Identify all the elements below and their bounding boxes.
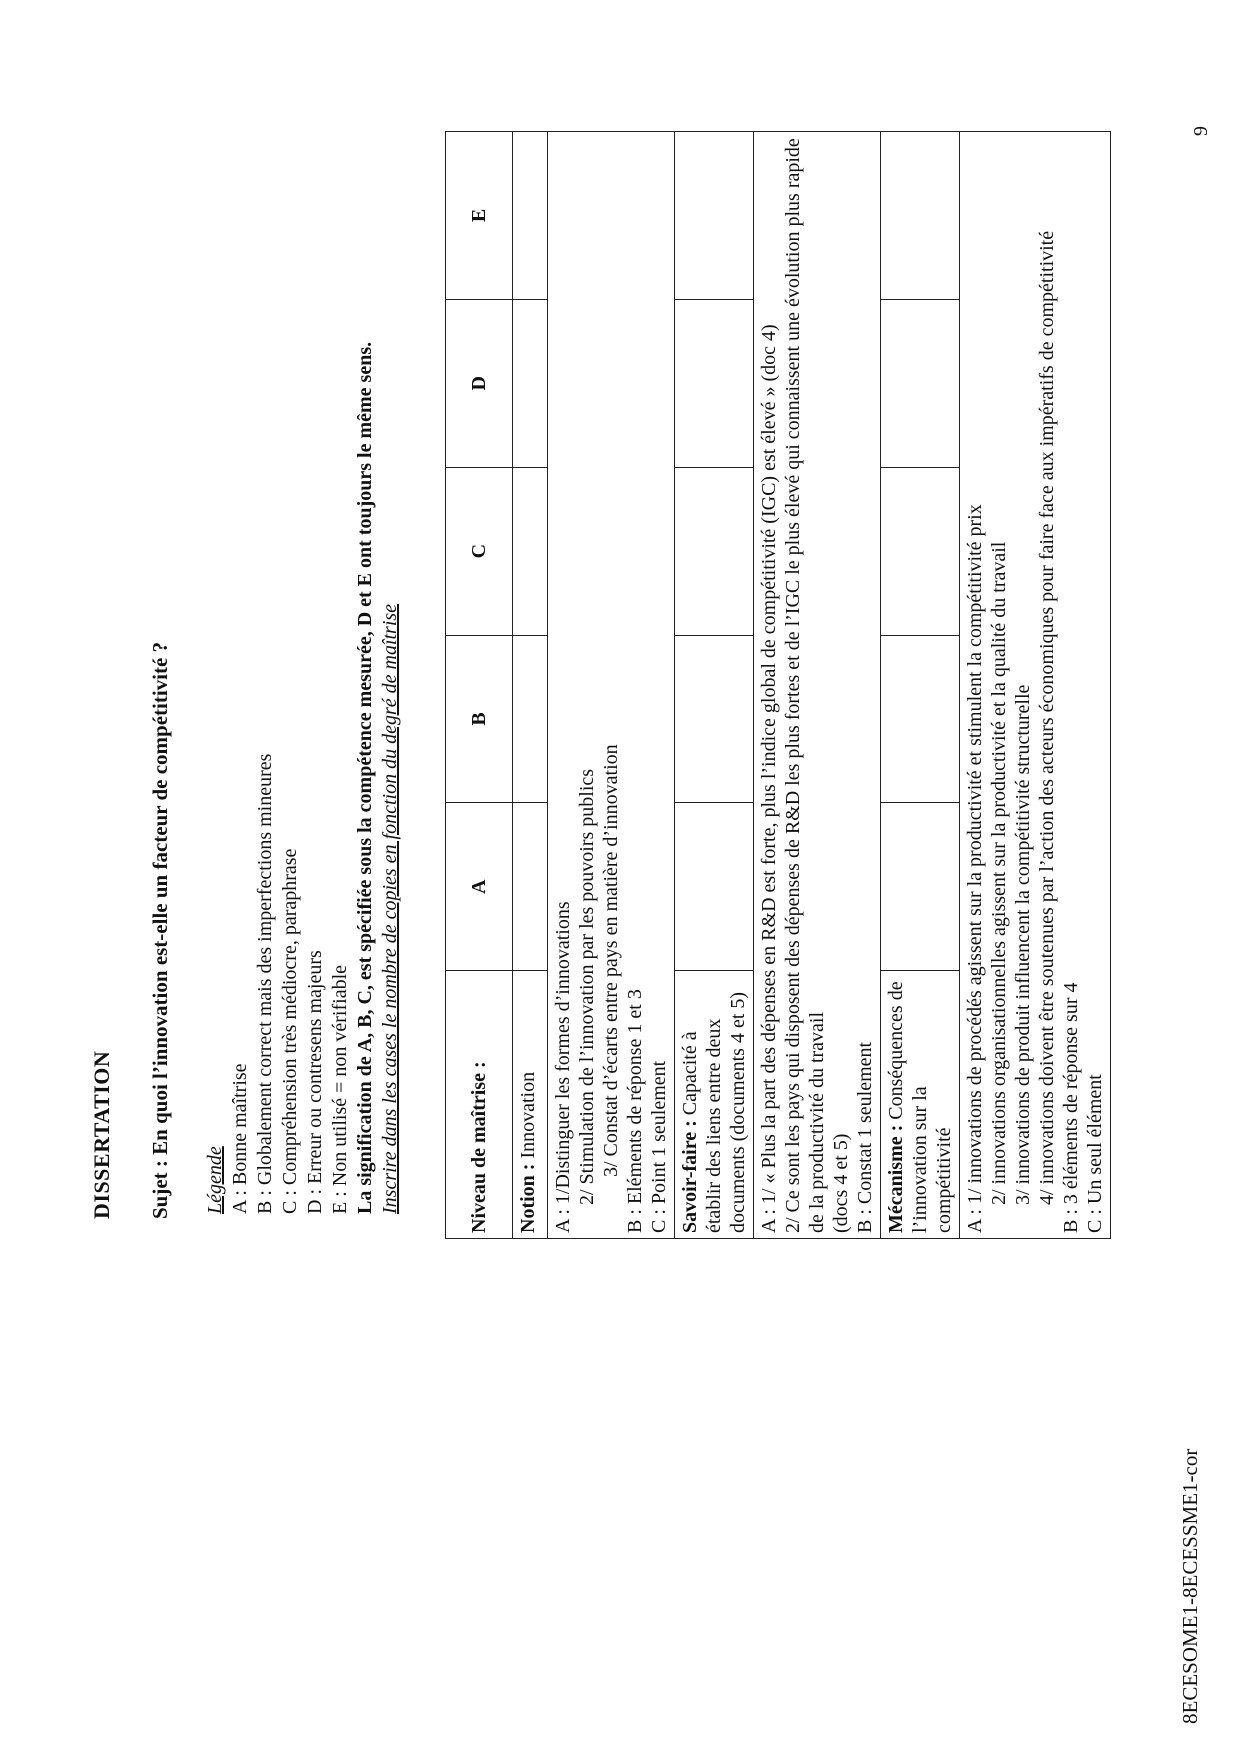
criterion: (docs 4 et 5) (830, 1133, 852, 1233)
criterion: A : 1/Distinguer les formes d’innovations (552, 901, 574, 1233)
legend-item: D : Erreur ou contresens majeurs (304, 950, 326, 1214)
legend-heading: Légende (204, 1146, 226, 1214)
column-e: E (446, 132, 513, 300)
criterion: B : Constat 1 seulement (854, 1041, 876, 1233)
assessment-table (445, 131, 1111, 1239)
criteria-row (754, 132, 881, 1239)
page-title: DISSERTATION (89, 1050, 114, 1219)
score-cell[interactable] (675, 132, 754, 300)
column-b: B (446, 635, 513, 803)
criteria-cell (960, 132, 1111, 1239)
criterion: A : 1/ « Plus la part des dépenses en R&D est forte, plus l’indice global de compétitivité (IGC) est élevé » (doc 4) (758, 324, 780, 1233)
score-cell[interactable] (881, 132, 960, 300)
document-code: 8ECESOME1-8ECESSME1-cor (1178, 1448, 1202, 1724)
score-cell[interactable] (881, 635, 960, 803)
section-title: Notion : Innovation (513, 971, 548, 1239)
criterion: B : Eléments de réponse 1 et 3 (624, 989, 646, 1233)
header-row (446, 132, 513, 1239)
legend-item: C : Compréhension très médiocre, paraphrase (279, 848, 301, 1214)
legend-item: E : Non utilisé = non vérifiable (329, 964, 351, 1214)
score-cell[interactable] (675, 803, 754, 971)
score-cell[interactable] (513, 803, 548, 971)
score-cell[interactable] (513, 132, 548, 300)
legend (203, 342, 403, 1214)
score-cell[interactable] (881, 803, 960, 971)
criterion: 2/ Stimulation de l’innovation par les pouvoirs publics (576, 768, 598, 1205)
score-cell[interactable] (513, 299, 548, 467)
criterion: C : Un seul élément (1084, 1074, 1106, 1233)
column-a: A (446, 803, 513, 971)
criterion: 4/ innovations doivent être soutenues par l’action des acteurs économiques pour faire face aux impératifs de compétitivité (1036, 230, 1058, 1205)
column-d: D (446, 299, 513, 467)
criterion: A : 1/ innovations de procédés agissent sur la productivité et stimulent la compétitivité prix (964, 504, 986, 1233)
criteria-cell (548, 132, 675, 1239)
page-number: 9 (1190, 126, 1212, 136)
score-cell[interactable] (675, 635, 754, 803)
criterion: 3/ innovations de produit influencent la compétitivité structurelle (1012, 684, 1034, 1205)
score-cell[interactable] (881, 299, 960, 467)
mastery-level-label: Niveau de maîtrise : (446, 971, 513, 1239)
criteria-row (548, 132, 675, 1239)
legend-instruction: Inscrire dans les cases le nombre de copies en fonction du degré de maîtrise (379, 603, 401, 1214)
criterion: 2/ innovations organisationnelles agissent sur la productivité et la qualité du travail (988, 541, 1010, 1205)
section-title: Savoir-faire : Capacité à établir des liens entre deux documents (documents 4 et 5) (675, 971, 754, 1239)
section-row (675, 132, 754, 1239)
section-row (881, 132, 960, 1239)
score-cell[interactable] (675, 299, 754, 467)
score-cell[interactable] (513, 635, 548, 803)
section-row (513, 132, 548, 1239)
section-title: Mécanisme : Conséquences de l’innovation sur la compétitivité (881, 971, 960, 1239)
column-c: C (446, 467, 513, 635)
criterion: B : 3 éléments de réponse sur 4 (1060, 982, 1082, 1233)
subject-line: Sujet : En quoi l’innovation est-elle un facteur de compétitivité ? (148, 641, 172, 1219)
legend-note: La signification de A, B, C, est spécifiée sous la compétence mesurée, D et E ont toujours le même sens. (354, 341, 376, 1214)
criterion: C : Point 1 seulement (648, 1060, 670, 1233)
criteria-cell (754, 132, 881, 1239)
score-cell[interactable] (881, 467, 960, 635)
score-cell[interactable] (513, 467, 548, 635)
criterion: 2/ Ce sont les pays qui disposent des dépenses de R&D les plus fortes et de l’IGC le plus élevé qui connaissent une évolution plus rapide de la productivité du travail (782, 138, 828, 1233)
score-cell[interactable] (675, 467, 754, 635)
criterion: 3/ Constat d’écarts entre pays en matière d’innovation (600, 744, 622, 1177)
legend-item: A : Bonne maîtrise (229, 1063, 251, 1214)
criteria-row (960, 132, 1111, 1239)
legend-item: B : Globalement correct mais des imperfections mineures (254, 753, 276, 1214)
